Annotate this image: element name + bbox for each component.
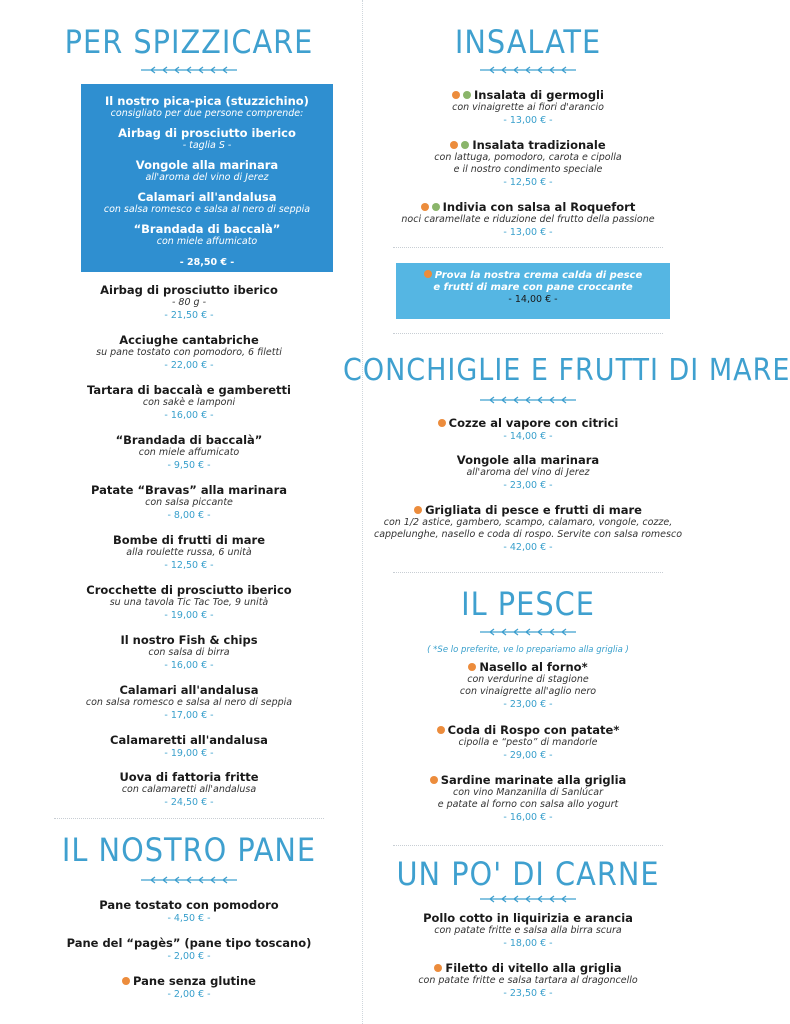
item-name: Il nostro Fish & chips	[120, 633, 258, 647]
section-title-insalate: INSALATE	[454, 23, 602, 61]
item-price: - 23,50 € -	[503, 988, 553, 999]
item-price: - 13,00 € -	[503, 227, 553, 238]
orange-dot-icon	[430, 776, 438, 784]
item-price: - 21,50 € -	[164, 310, 214, 321]
menu-item	[24, 283, 354, 323]
decorative-divider	[363, 628, 693, 636]
menu-item	[24, 433, 354, 473]
orange-dot-icon	[438, 419, 446, 427]
item-price: - 29,00 € -	[503, 750, 553, 761]
menu-item	[363, 911, 693, 951]
item-price: - 24,50 € -	[164, 797, 214, 808]
item-name: Tartara di baccalà e gamberetti	[87, 383, 291, 397]
item-name-row	[363, 723, 693, 737]
promo-line-row	[396, 270, 670, 282]
item-desc: con verdurine di stagione	[467, 674, 589, 685]
section-title-pesce: IL PESCE	[461, 585, 595, 623]
item-desc: su una tavola Tic Tac Toe, 9 unità	[109, 597, 269, 608]
item-price: - 17,00 € -	[164, 710, 214, 721]
decorative-divider	[24, 66, 354, 74]
pica-item-name: “Brandada di baccalà”	[133, 222, 281, 236]
menu-item	[24, 333, 354, 373]
orange-dot-icon	[421, 203, 429, 211]
section-separator	[393, 333, 663, 334]
menu-item	[24, 974, 354, 1002]
item-name: Crocchette di prosciutto iberico	[86, 583, 292, 597]
menu-item	[24, 898, 354, 926]
menu-item	[24, 483, 354, 523]
orange-dot-icon	[468, 663, 476, 671]
pica-pica-box	[81, 84, 333, 272]
item-desc: con salsa di birra	[148, 647, 230, 658]
item-price: - 22,00 € -	[164, 360, 214, 371]
pesce-note: ( *Se lo preferite, ve lo prepariamo alla griglia )	[427, 645, 629, 655]
item-name: Indivia con salsa al Roquefort	[442, 200, 636, 214]
item-price: - 18,00 € -	[503, 938, 553, 949]
item-price: - 9,50 € -	[167, 460, 211, 471]
item-name: Grigliata di pesce e frutti di mare	[425, 503, 642, 517]
item-name: Patate “Bravas” alla marinara	[91, 483, 287, 497]
item-desc: alla roulette russa, 6 unità	[126, 547, 252, 558]
item-name: Filetto di vitello alla griglia	[445, 961, 622, 975]
pica-price: - 28,50 € -	[179, 257, 235, 268]
pica-item-desc: - taglia S -	[182, 140, 232, 151]
item-desc: con calamaretti all'andalusa	[121, 784, 257, 795]
item-desc: con sakè e lamponi	[142, 397, 236, 408]
menu-item	[363, 503, 693, 555]
item-name: Pane del “pagès” (pane tipo toscano)	[66, 936, 312, 950]
green-dot-icon	[463, 91, 471, 99]
orange-dot-icon	[452, 91, 460, 99]
item-name: Bombe di frutti di mare	[112, 533, 266, 547]
item-name-row	[363, 416, 693, 430]
pica-item-desc: all'aroma del vino di Jerez	[145, 172, 269, 183]
item-name: Nasello al forno*	[479, 660, 588, 674]
menu-item	[24, 770, 354, 810]
item-desc: e patate al forno con salsa allo yogurt	[437, 799, 619, 810]
item-name-row	[363, 660, 693, 674]
item-name-row	[24, 974, 354, 988]
menu-item	[363, 773, 693, 825]
pica-item-name: Vongole alla marinara	[135, 158, 279, 172]
item-name-row	[363, 503, 693, 517]
item-name: Calamari all'andalusa	[119, 683, 259, 697]
item-price: - 42,00 € -	[503, 542, 553, 553]
item-name-row	[363, 961, 693, 975]
promo-box	[396, 263, 670, 319]
item-price: - 12,50 € -	[503, 177, 553, 188]
item-price: - 23,00 € -	[503, 699, 553, 710]
item-desc: con miele affumicato	[138, 447, 240, 458]
decorative-divider	[363, 66, 693, 74]
orange-dot-icon	[434, 964, 442, 972]
item-name-row	[363, 200, 693, 214]
menu-item	[24, 733, 354, 761]
item-price: - 8,00 € -	[167, 510, 211, 521]
menu-item	[24, 683, 354, 723]
section-title-pane: IL NOSTRO PANE	[61, 831, 317, 869]
item-price: - 12,50 € -	[164, 560, 214, 571]
item-desc: - 80 g -	[171, 297, 207, 308]
pica-name: Il nostro pica-pica (stuzzichino)	[105, 94, 309, 108]
pica-item-name: Airbag di prosciutto iberico	[118, 126, 296, 140]
item-price: - 14,00 € -	[503, 431, 553, 442]
item-name-row	[363, 88, 693, 102]
item-desc: con salsa romesco e salsa al nero di seppia	[85, 697, 293, 708]
section-title-conchiglie: CONCHIGLIE E FRUTTI DI MARE	[343, 353, 790, 388]
orange-dot-icon	[437, 726, 445, 734]
orange-dot-icon	[424, 270, 432, 278]
section-separator	[393, 845, 663, 846]
item-name-row	[363, 138, 693, 152]
decorative-divider	[24, 876, 354, 884]
item-price: - 4,50 € -	[167, 913, 211, 924]
menu-item	[363, 88, 693, 128]
item-name: Sardine marinate alla griglia	[440, 773, 627, 787]
item-name: Cozze al vapore con citrici	[448, 416, 619, 430]
item-desc: su pane tostato con pomodoro, 6 filetti	[96, 347, 282, 358]
item-price: - 13,00 € -	[503, 115, 553, 126]
green-dot-icon	[461, 141, 469, 149]
item-name: Insalata di germogli	[474, 88, 604, 102]
pica-sub: consigliato per due persone comprende:	[110, 108, 304, 119]
item-name: Insalata tradizionale	[472, 138, 606, 152]
orange-dot-icon	[414, 506, 422, 514]
menu-item	[363, 138, 693, 190]
orange-dot-icon	[122, 977, 130, 985]
item-desc: cipolla e “pesto” di mandorle	[458, 737, 598, 748]
item-desc: con salsa piccante	[145, 497, 233, 508]
menu-item	[24, 936, 354, 964]
section-separator	[393, 247, 663, 248]
section-title-carne: UN PO' DI CARNE	[396, 855, 660, 893]
green-dot-icon	[432, 203, 440, 211]
item-desc: con 1/2 astice, gambero, scampo, calamaro, vongole, cozze,	[383, 517, 673, 528]
decorative-divider	[363, 895, 693, 903]
item-desc: all'aroma del vino di Jerez	[466, 467, 590, 478]
item-desc: con vinaigrette all'aglio nero	[459, 686, 597, 697]
decorative-divider	[363, 396, 693, 404]
menu-item	[363, 723, 693, 763]
menu-item	[363, 416, 693, 444]
pica-item-desc: con miele affumicato	[156, 236, 258, 247]
menu-item	[24, 583, 354, 623]
menu-item	[24, 383, 354, 423]
item-name: Coda di Rospo con patate*	[447, 723, 620, 737]
item-desc: con patate fritte e salsa alla birra scura	[434, 925, 622, 936]
section-separator	[54, 818, 324, 819]
promo-price: - 14,00 € -	[508, 294, 558, 305]
menu-item	[24, 533, 354, 573]
item-desc: noci caramellate e riduzione del frutto della passione	[401, 214, 655, 225]
item-desc: con vino Manzanilla di Sanlúcar	[453, 787, 603, 798]
promo-line: Prova la nostra crema calda di pesce	[434, 270, 643, 281]
item-desc: con lattuga, pomodoro, carota e cipolla	[434, 152, 622, 163]
promo-line: e frutti di mare con pane croccante	[433, 282, 633, 293]
menu-item	[363, 453, 693, 493]
item-name: Pollo cotto in liquirizia e arancia	[423, 911, 633, 925]
item-price: - 19,00 € -	[164, 610, 214, 621]
item-desc: con vinaigrette ai fiori d'arancio	[452, 102, 604, 113]
item-price: - 16,00 € -	[164, 410, 214, 421]
item-desc: con patate fritte e salsa tartara al dragoncello	[418, 975, 638, 986]
item-name: Pane senza glutine	[133, 974, 256, 988]
item-name: Acciughe cantabriche	[119, 333, 259, 347]
item-desc: cappelunghe, nasello e coda di rospo. Servite con salsa romesco	[373, 529, 683, 540]
item-name: Calamaretti all'andalusa	[110, 733, 268, 747]
menu-item	[363, 961, 693, 1001]
section-title-spizzicare: PER SPIZZICARE	[64, 23, 314, 61]
pica-item-name: Calamari all'andalusa	[137, 190, 277, 204]
item-desc: e il nostro condimento speciale	[453, 164, 603, 175]
item-name: Uova di fattoria fritte	[119, 770, 259, 784]
item-price: - 19,00 € -	[164, 748, 214, 759]
orange-dot-icon	[450, 141, 458, 149]
menu-item	[24, 633, 354, 673]
item-price: - 16,00 € -	[164, 660, 214, 671]
pica-item-desc: con salsa romesco e salsa al nero di seppia	[103, 204, 311, 215]
menu-item	[363, 200, 693, 240]
item-price: - 2,00 € -	[167, 989, 211, 1000]
item-name-row	[363, 773, 693, 787]
item-name: Airbag di prosciutto iberico	[100, 283, 278, 297]
item-name: “Brandada di baccalà”	[115, 433, 263, 447]
item-name: Pane tostato con pomodoro	[99, 898, 279, 912]
section-separator	[393, 572, 663, 573]
item-price: - 23,00 € -	[503, 480, 553, 491]
menu-item	[363, 660, 693, 712]
item-name: Vongole alla marinara	[456, 453, 600, 467]
item-price: - 2,00 € -	[167, 951, 211, 962]
item-price: - 16,00 € -	[503, 812, 553, 823]
